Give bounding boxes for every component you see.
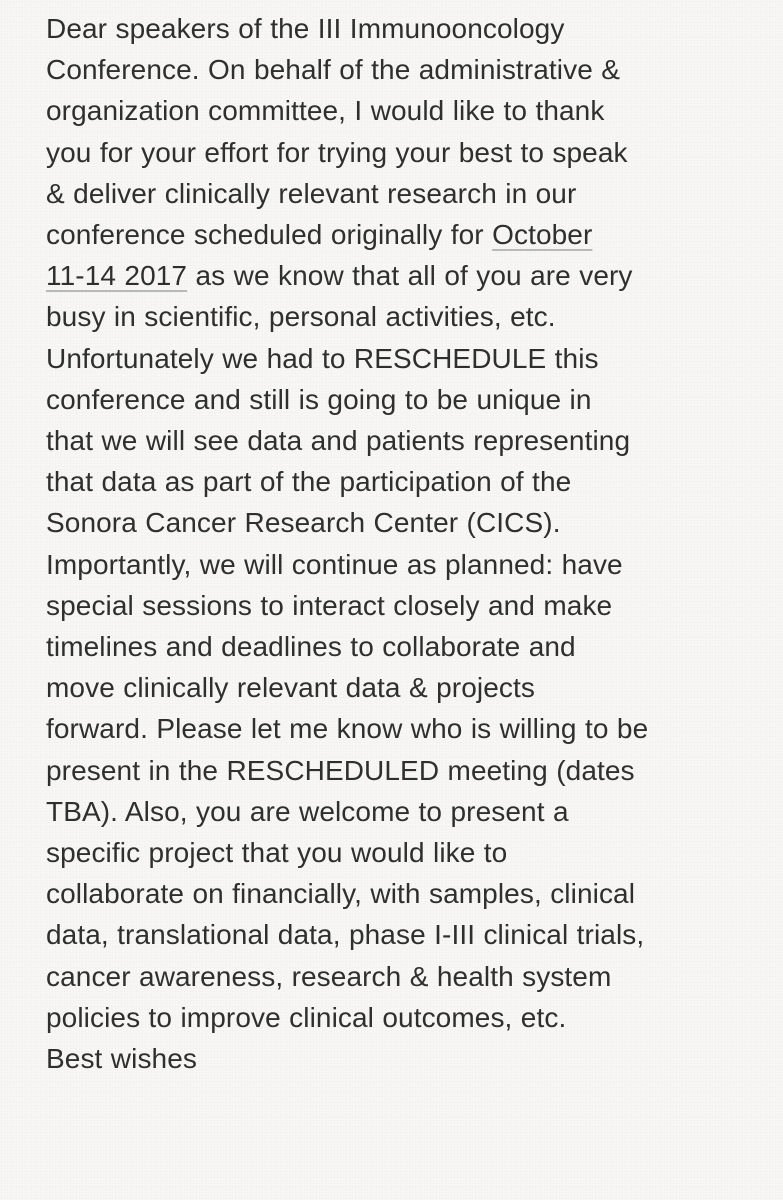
note-line: Sonora Cancer Research Center (CICS). xyxy=(46,507,561,539)
date-link-october[interactable]: October xyxy=(492,219,593,251)
note-line: Importantly, we will continue as planned: have xyxy=(46,548,623,580)
note-line xyxy=(46,214,781,255)
note-line-text: as we know that all of you are very xyxy=(187,260,633,292)
note-line: special sessions to interact closely and make xyxy=(46,589,613,621)
note-line: present in the RESCHEDULED meeting (dates xyxy=(46,754,635,786)
note-line: specific project that you would like to xyxy=(46,837,508,869)
note-line: data, translational data, phase I-III clinical trials, xyxy=(46,919,645,951)
note-line xyxy=(46,255,781,296)
date-link-days[interactable]: 11-14 2017 xyxy=(46,260,188,292)
note-line: Conference. On behalf of the administrative & xyxy=(46,54,621,86)
note-line-text: conference scheduled originally for xyxy=(46,219,493,251)
note-line: collaborate on financially, with samples, clinical xyxy=(46,878,636,910)
note-line: policies to improve clinical outcomes, etc. xyxy=(46,1001,567,1033)
note-line: that we will see data and patients representing xyxy=(46,425,631,457)
note-line: busy in scientific, personal activities, etc. xyxy=(46,301,556,333)
note-line: you for your effort for trying your best to speak xyxy=(46,136,628,168)
note-line: TBA). Also, you are welcome to present a xyxy=(46,795,569,827)
note-line: forward. Please let me know who is willing to be xyxy=(46,713,649,745)
note-line: that data as part of the participation of the xyxy=(46,466,572,498)
note-line: move clinically relevant data & projects xyxy=(46,672,535,704)
note-line: organization committee, I would like to thank xyxy=(46,95,605,127)
note-line: cancer awareness, research & health system xyxy=(46,960,612,992)
note-body-text[interactable] xyxy=(46,8,781,1079)
note-line: Unfortunately we had to RESCHEDULE this xyxy=(46,342,599,374)
note-line: Dear speakers of the III Immunooncology xyxy=(46,13,565,44)
note-line: Best wishes xyxy=(46,1043,197,1075)
note-line: & deliver clinically relevant research in our xyxy=(46,177,577,209)
note-line: conference and still is going to be unique in xyxy=(46,383,592,415)
note-line: timelines and deadlines to collaborate and xyxy=(46,631,576,663)
